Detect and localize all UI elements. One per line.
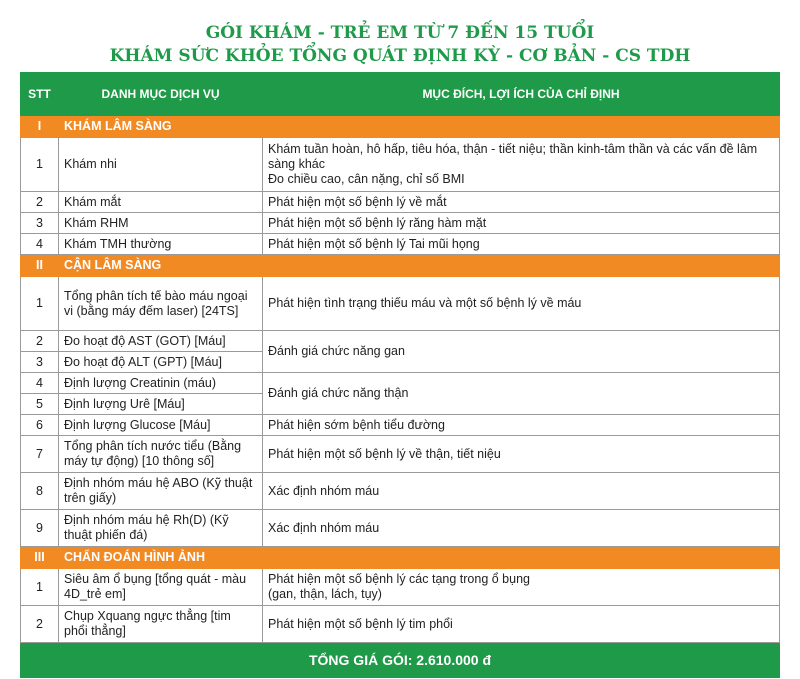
purpose-line: Khám tuần hoàn, hô hấp, tiêu hóa, thận - tiết niệu; thần kinh-tâm thần và các vấn đề lâm sàng khác — [268, 142, 758, 171]
section-row — [21, 547, 780, 569]
row-stt: 9 — [21, 510, 59, 547]
row-stt: 2 — [21, 331, 59, 352]
row-purpose: Phát hiện một số bệnh lý các tạng trong ổ bụng (gan, thận, lách, tụy) — [263, 569, 780, 606]
table-row — [21, 277, 780, 331]
section-name: CHẨN ĐOÁN HÌNH ẢNH — [59, 547, 263, 569]
table-row — [21, 606, 780, 643]
table-row — [21, 138, 780, 192]
row-service: Tổng phân tích nước tiểu (Bằng máy tự động) [10 thông số] — [59, 436, 263, 473]
header-stt: STT — [21, 73, 59, 116]
table-row — [21, 234, 780, 255]
section-number: III — [21, 547, 59, 569]
title-line-1: GÓI KHÁM - TRẺ EM TỪ 7 ĐẾN 15 TUỔI — [205, 23, 595, 43]
row-stt: 1 — [21, 277, 59, 331]
row-service: Khám TMH thường — [59, 234, 263, 255]
purpose-line: Đo chiều cao, cân nặng, chỉ số BMI — [268, 172, 465, 186]
header-purpose: MỤC ĐÍCH, LỢI ÍCH CỦA CHỈ ĐỊNH — [263, 73, 780, 116]
row-service: Định nhóm máu hệ Rh(D) (Kỹ thuật phiến đá) — [59, 510, 263, 547]
section-name: KHÁM LÂM SÀNG — [59, 116, 263, 138]
row-purpose: Phát hiện một số bệnh lý răng hàm mặt — [263, 213, 780, 234]
row-service: Tổng phân tích tế bào máu ngoại vi (bằng máy đếm laser) [24TS] — [59, 277, 263, 331]
row-service: Định lượng Creatinin (máu) — [59, 373, 263, 394]
row-stt: 1 — [21, 138, 59, 192]
table-row — [21, 569, 780, 606]
row-purpose: Xác định nhóm máu — [263, 473, 780, 510]
section-row — [21, 116, 780, 138]
table-row — [21, 473, 780, 510]
table-row — [21, 373, 780, 394]
row-purpose: Phát hiện tình trạng thiếu máu và một số bệnh lý về máu — [263, 277, 780, 331]
row-purpose: Phát hiện một số bệnh lý Tai mũi họng — [263, 234, 780, 255]
table-row — [21, 192, 780, 213]
row-stt: 3 — [21, 352, 59, 373]
row-stt: 4 — [21, 234, 59, 255]
service-table — [20, 72, 780, 678]
row-service: Định lượng Urê [Máu] — [59, 394, 263, 415]
row-stt: 5 — [21, 394, 59, 415]
row-purpose: Xác định nhóm máu — [263, 510, 780, 547]
row-purpose: Phát hiện sớm bệnh tiểu đường — [263, 415, 780, 436]
row-service: Chụp Xquang ngực thẳng [tim phổi thẳng] — [59, 606, 263, 643]
table-row — [21, 510, 780, 547]
row-stt: 4 — [21, 373, 59, 394]
row-service: Định lượng Glucose [Máu] — [59, 415, 263, 436]
header-service: DANH MỤC DỊCH VỤ — [59, 73, 263, 116]
row-service: Định nhóm máu hệ ABO (Kỹ thuật trên giấy) — [59, 473, 263, 510]
row-service: Khám RHM — [59, 213, 263, 234]
table-row — [21, 213, 780, 234]
section-row — [21, 255, 780, 277]
row-service: Đo hoạt độ ALT (GPT) [Máu] — [59, 352, 263, 373]
section-number: II — [21, 255, 59, 277]
total-price: TỔNG GIÁ GÓI: 2.610.000 đ — [21, 643, 780, 678]
row-service: Đo hoạt độ AST (GOT) [Máu] — [59, 331, 263, 352]
row-stt: 7 — [21, 436, 59, 473]
row-stt: 1 — [21, 569, 59, 606]
row-service: Siêu âm ổ bụng [tổng quát - màu 4D_trẻ em] — [59, 569, 263, 606]
row-stt: 2 — [21, 606, 59, 643]
section-number: I — [21, 116, 59, 138]
table-row — [21, 331, 780, 352]
title-line-2: KHÁM SỨC KHỎE TỔNG QUÁT ĐỊNH KỲ - CƠ BẢN - CS TDH — [109, 46, 691, 66]
table-header — [21, 73, 780, 116]
row-service: Khám mắt — [59, 192, 263, 213]
table-row — [21, 415, 780, 436]
row-service: Khám nhi — [59, 138, 263, 192]
row-purpose: Phát hiện một số bệnh lý tim phổi — [263, 606, 780, 643]
row-stt: 3 — [21, 213, 59, 234]
row-stt: 8 — [21, 473, 59, 510]
row-purpose — [263, 138, 780, 192]
row-purpose: Đánh giá chức năng thận — [263, 373, 780, 415]
row-stt: 6 — [21, 415, 59, 436]
section-name: CẬN LÂM SÀNG — [59, 255, 263, 277]
table-row — [21, 436, 780, 473]
row-purpose: Phát hiện một số bệnh lý về thận, tiết niệu — [263, 436, 780, 473]
row-purpose: Đánh giá chức năng gan — [263, 331, 780, 373]
total-row — [21, 643, 780, 678]
row-stt: 2 — [21, 192, 59, 213]
row-purpose: Phát hiện một số bệnh lý về mắt — [263, 192, 780, 213]
